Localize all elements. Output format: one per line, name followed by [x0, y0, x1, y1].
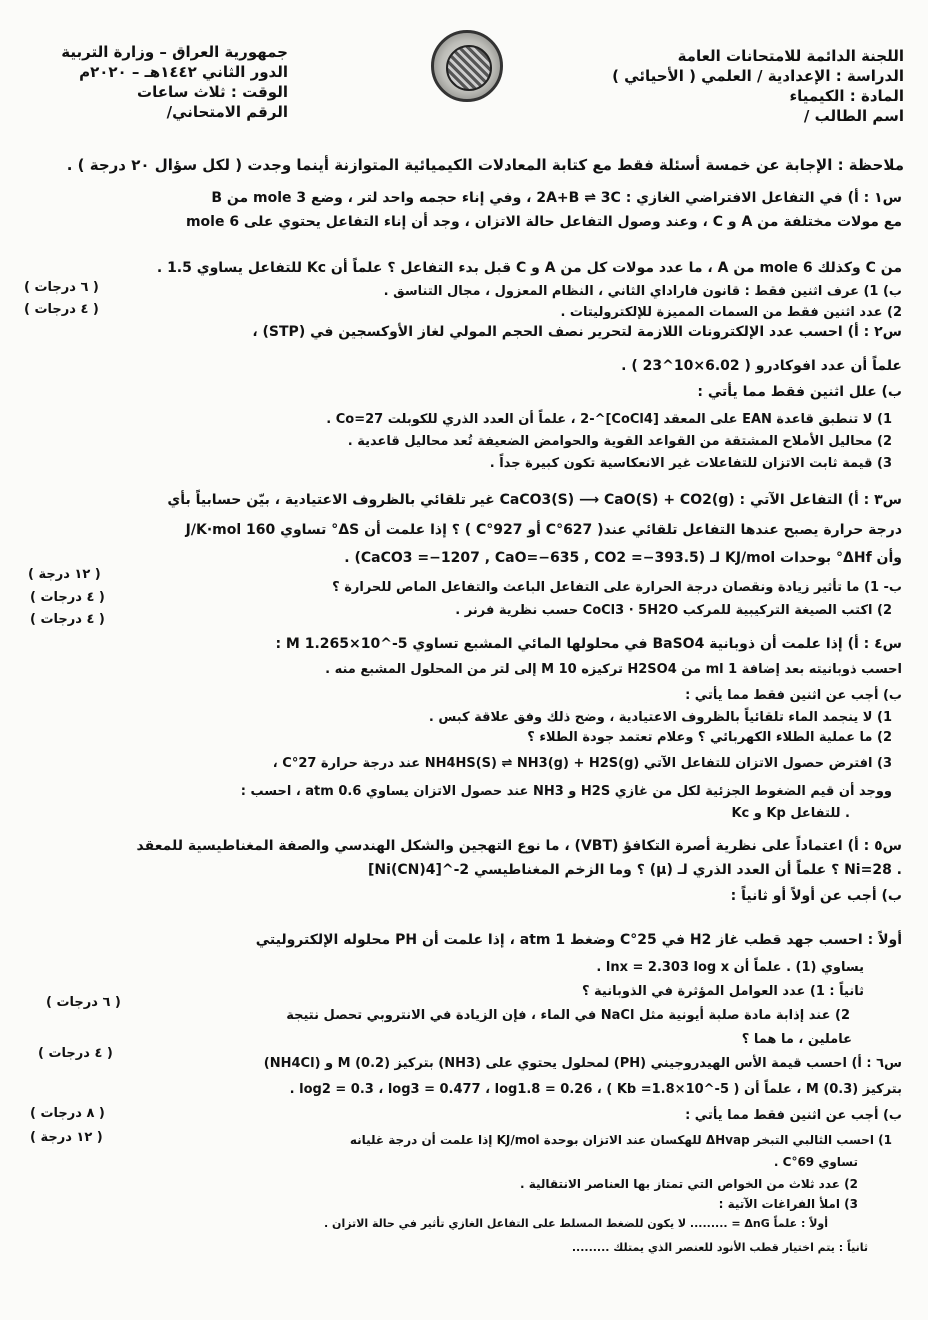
question-line: أولاً : احسب جهد قطب غاز H2 في 25°C وضغط 1 atm ، إذا علمت أن PH محلوله الإلكتروليتي — [255, 932, 902, 948]
question-line: بتركيز M (0.3) ، علماً أن ( Kb =1.8×10^-5 ) ، log2 = 0.3 ، log3 = 0.477 ، log1.8 = 0.26 . — [289, 1082, 902, 1097]
marks-label: ( ٤ درجات ) — [38, 1046, 113, 1061]
question-line: Kc و Kp للتفاعل . — [731, 806, 850, 821]
question-line: س٤ : أ) إذا علمت أن ذوبانية BaSO4 في محلولها المائي المشبع تساوي M 1.265×10^-5 : — [275, 636, 902, 652]
marks-label: ( ٦ درجات ) — [46, 995, 121, 1010]
study-branch: الدراسة : الإعدادية / العلمي ( الأحيائي ) — [612, 67, 904, 85]
exam-time: الوقت : ثلاث ساعات — [137, 83, 288, 101]
header-right — [612, 46, 904, 126]
question-line: 3) قيمة ثابت الاتزان للتفاعلات غير الانعكاسية تكون كبيرة جداً . — [489, 456, 892, 471]
question-line: س٢ : أ) احسب عدد الإلكترونات اللازمة لتحرير نصف الحجم المولي لغاز الأوكسجين في (STP) ، — [252, 324, 902, 340]
question-line: ب) أجب عن اثنين فقط مما يأتي : — [685, 1108, 902, 1123]
marks-label: ( ١٢ درجة ) — [28, 567, 101, 582]
exam-session: الدور الثاني ١٤٤٢هـ – ٢٠٢٠م — [79, 63, 288, 81]
question-line: مع مولات مختلفة من A و C ، وعند وصول التفاعل حالة الاتزان ، وجد أن إناء التفاعل يحتوي على 6 mole — [185, 214, 902, 230]
exam-number-label: الرقم الامتحاني/ — [166, 103, 288, 121]
question-line: يساوي (1) . علماً أن lnx = 2.303 log x . — [596, 960, 864, 975]
question-line: س١ : أ) في التفاعل الافتراضي الغازي : 2A+B ⇌ 3C ، وفي إناء حجمه واحد لتر ، وضع 3 mole من B — [211, 190, 902, 206]
question-line: 2) عند إذابة مادة صلبة أيونية مثل NaCl في الماء ، فإن الزيادة في الانتروبي تحصل نتيجة — [286, 1008, 850, 1023]
question-line: 2) محاليل الأملاح المشتقة من القواعد القوية والحوامض الضعيفة تُعد محاليل قاعدية . — [347, 434, 892, 449]
question-line: ثانياً : 1) عدد العوامل المؤثرة في الذوبانية ؟ — [581, 984, 864, 999]
committee-name: اللجنة الدائمة للامتحانات العامة — [677, 47, 904, 65]
ministry-seal-icon — [431, 30, 503, 102]
marks-label: ( ٦ درجات ) — [24, 280, 99, 295]
question-line: ثانياً : يتم اختيار قطب الأنود للعنصر الذي يمتلك ......... — [571, 1241, 868, 1254]
republic-ministry: جمهورية العراق – وزارة التربية — [61, 43, 288, 61]
question-line: ب) 1) عرف اثنين فقط : قانون فاراداي الثاني ، النظام المعزول ، مجال التناسق . — [383, 284, 902, 299]
question-line: ووجد أن قيم الضغوط الجزئية لكل من غازي H2S و NH3 عند حصول الاتزان يساوي 0.6 atm ، احسب : — [240, 784, 892, 799]
question-line: 2) ما عملية الطلاء الكهربائي ؟ وعلام تعتمد جودة الطلاء ؟ — [527, 730, 892, 745]
question-line: ب) أجب عن أولاً أو ثانياً : — [730, 888, 902, 904]
question-line: احسب ذوبانيته بعد إضافة 1 ml من H2SO4 تركيزه M 10 إلى لتر من المحلول المشبع منه . — [325, 662, 902, 677]
question-line: 2) عدد ثلاث من الخواص التي تمتاز بها العناصر الانتقالية . — [519, 1177, 858, 1191]
question-line: س٣ : أ) التفاعل الآتي : CaCO3(S) ⟶ CaO(S) + CO2(g) غير تلقائي بالظروف الاعتيادية ، بيّن حسابياً بأي — [167, 492, 902, 508]
question-line: عاملين ، ما هما ؟ — [741, 1032, 852, 1047]
question-line: 2) عدد اثنين فقط من السمات المميزة للإلكتروليتات . — [560, 305, 902, 320]
question-line: وأن ΔHf° بوحدات KJ/mol لـ (CaCO3 =−1207 , CaO=−635 , CO2 =−393.5) . — [344, 550, 902, 566]
question-line: علماً أن عدد افوكادرو ( 6.02×10^23 ) . — [621, 358, 902, 374]
subject: المادة : الكيمياء — [789, 87, 904, 105]
question-line: [Ni(CN)4]^-2 ؟ وما الزخم المغناطيسي (µ) ؟ علماً أن العدد الذري لـ Ni=28 . — [368, 862, 902, 878]
question-line: ب) أجب عن اثنين فقط مما يأتي : — [685, 688, 902, 703]
marks-label: ( ١٢ درجة ) — [30, 1130, 103, 1145]
question-line: 2) اكتب الصيغة التركيبية للمركب CoCl3 · 5H2O حسب نظرية فرنر . — [455, 603, 892, 618]
header-left — [61, 42, 288, 122]
marks-label: ( ٤ درجات ) — [30, 590, 105, 605]
question-line: س٥ : أ) اعتماداً على نظرية أصرة التكافؤ (VBT) ، ما نوع التهجين والشكل الهندسي والصفة المغناطيسية للمعقد — [136, 838, 902, 854]
marks-label: ( ٨ درجات ) — [30, 1106, 105, 1121]
question-line: 3) افترض حصول الاتزان للتفاعل الآتي NH4HS(S) ⇌ NH3(g) + H2S(g) عند درجة حرارة 27°C ، — [272, 756, 892, 771]
question-line: 3) املأ الفراغات الآتية : — [718, 1197, 858, 1211]
question-line: 1) لا ينجمد الماء تلقائياً بالظروف الاعتيادية ، وضح ذلك وفق علاقة كبس . — [428, 710, 892, 725]
question-line: ب) علل اثنين فقط مما يأتي : — [697, 384, 902, 400]
marks-label: ( ٤ درجات ) — [24, 302, 99, 317]
question-line: 1) لا تنطبق قاعدة EAN على المعقد [CoCl4]^-2 ، علماً أن العدد الذري للكوبلت Co=27 . — [326, 412, 892, 427]
student-name-label: اسم الطالب / — [803, 107, 904, 125]
marks-label: ( ٤ درجات ) — [30, 612, 105, 627]
question-line: 1) احسب الثالبي التبخر ΔHvap للهكسان عند الاتزان بوحدة KJ/mol إذا علمت أن درجة غليانه — [349, 1133, 892, 1147]
question-line: تساوي 69°C . — [773, 1155, 858, 1169]
question-line: أولاً : علماً ΔnG = ......... لا يكون للضغط المسلط على التفاعل الغازي تأثير في حالة الاتزان . — [324, 1217, 828, 1230]
instructions-note: ملاحظة : الإجابة عن خمسة أسئلة فقط مع كتابة المعادلات الكيميائية المتوازنة أينما وجدت ( لكل سؤال ٢٠ درجة ) . — [66, 156, 904, 174]
question-line: درجة حرارة يصبح عندها التفاعل تلقائي عند( 627°C أو 927°C ) ؟ إذا علمت أن ΔS° تساوي 160 J/K·mol — [185, 522, 902, 538]
question-line: من C وكذلك 6 mole من A ، ما عدد مولات كل من A و C قبل بدء التفاعل ؟ علماً أن Kc للتفاعل يساوي 1.5 . — [156, 260, 902, 276]
question-line: س٦ : أ) احسب قيمة الأس الهيدروجيني (PH) لمحلول يحتوي على (NH3) بتركيز M (0.2) و (NH4Cl) — [263, 1056, 902, 1071]
question-line: ب- 1) ما تأثير زيادة ونقصان درجة الحرارة على التفاعل الباعث والتفاعل الماص للحرارة ؟ — [332, 580, 902, 595]
